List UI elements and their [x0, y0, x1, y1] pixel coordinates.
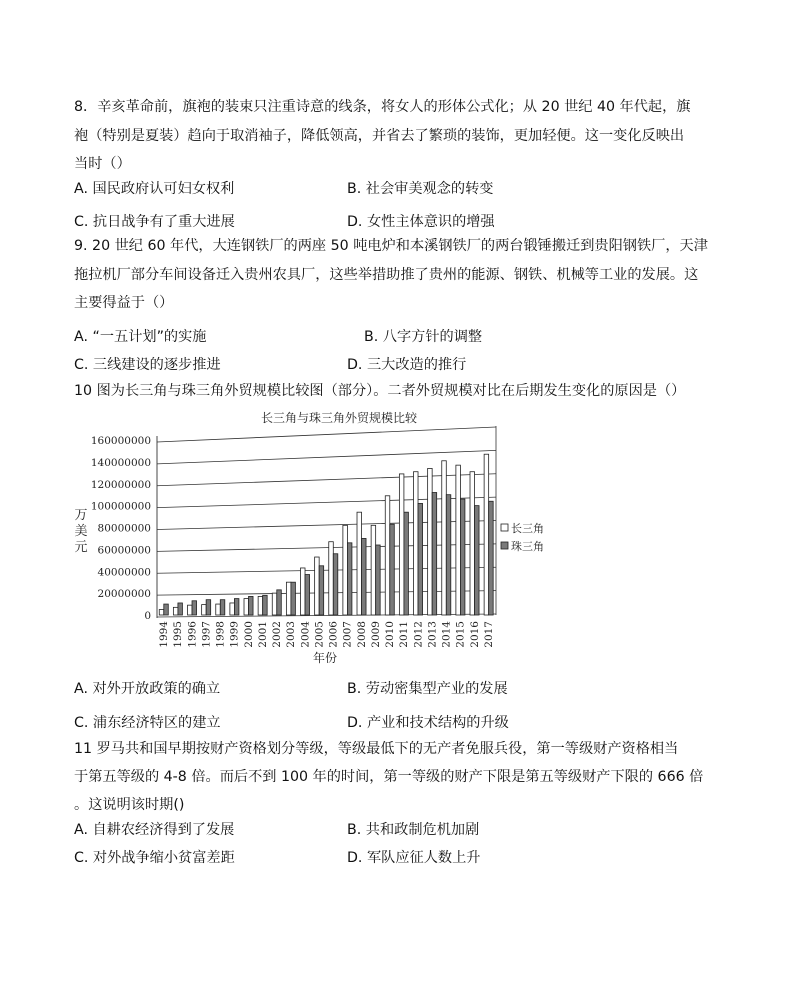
- q8-option-a[interactable]: A. 国民政府认可妇女权利: [74, 181, 235, 197]
- chart-bar-yangtze: [371, 525, 376, 615]
- q10-option-b[interactable]: B. 劳动密集型产业的发展: [347, 681, 508, 697]
- chart-bar-pearl: [404, 512, 409, 615]
- chart-xtick-label: 2015: [454, 621, 467, 648]
- trade-comparison-chart: [72, 404, 544, 674]
- chart-xtick-label: 2002: [271, 621, 284, 648]
- chart-bar-pearl: [291, 582, 296, 615]
- chart-bar-yangtze: [286, 582, 291, 615]
- chart-xtick-label: 2001: [256, 621, 269, 648]
- chart-ytick-label: 20000000: [97, 588, 151, 601]
- chart-bar-pearl: [164, 604, 169, 615]
- chart-bar-yangtze: [470, 472, 475, 615]
- q11-option-d[interactable]: D. 军队应征人数上升: [347, 850, 481, 866]
- chart-bar-yangtze: [258, 596, 263, 615]
- chart-gridline: [157, 427, 496, 442]
- chart-xtick-label: 2000: [242, 621, 255, 648]
- chart-bar-pearl: [178, 603, 183, 615]
- q9-option-c[interactable]: C. 三线建设的逐步推进: [74, 357, 221, 373]
- chart-ytick-label: 80000000: [97, 522, 151, 535]
- q11-stem-line3: 。这说明该时期(): [74, 797, 185, 813]
- chart-xtick-label: 1996: [186, 621, 199, 648]
- q8-stem-line2: 袍（特别是夏装）趋向于取消袖子，降低领高，并省去了繁琐的装饰，更加轻便。这一变化反映出: [74, 128, 685, 144]
- q9-option-d[interactable]: D. 三大改造的推行: [347, 357, 467, 373]
- chart-bar-yangtze: [315, 557, 320, 615]
- chart-xtick-label: 2009: [369, 621, 382, 648]
- chart-legend: [501, 521, 544, 553]
- chart-xtick-label: 2011: [398, 621, 411, 648]
- chart-xtick-label: 1994: [158, 621, 171, 648]
- legend-label: 珠三角: [511, 540, 544, 553]
- chart-bar-pearl: [263, 595, 268, 615]
- chart-xtick-label: 1995: [172, 621, 185, 648]
- chart-bar-pearl: [489, 501, 494, 615]
- legend-swatch: [501, 542, 508, 549]
- chart-ytick-label: 140000000: [90, 456, 151, 469]
- chart-xtick-label: 2013: [426, 621, 439, 648]
- chart-bar-pearl: [220, 600, 225, 615]
- chart-bar-yangtze: [385, 496, 390, 615]
- chart-xtick-label: 2017: [482, 621, 495, 648]
- chart-xtick-label: 1999: [228, 621, 241, 648]
- chart-xtick-label: 2012: [412, 621, 425, 648]
- q9-option-b[interactable]: B. 八字方针的调整: [364, 329, 483, 345]
- chart-bar-pearl: [206, 600, 211, 615]
- chart-bar-yangtze: [329, 542, 334, 615]
- q8-option-d[interactable]: D. 女性主体意识的增强: [347, 214, 495, 230]
- legend-label: 长三角: [511, 522, 544, 535]
- q9-stem-line3: 主要得益于（）: [74, 295, 174, 311]
- chart-bar-pearl: [192, 601, 197, 615]
- chart-xtick-label: 1997: [200, 621, 213, 648]
- chart-bar-yangtze: [442, 461, 447, 615]
- legend-swatch: [501, 524, 508, 531]
- chart-bar-pearl: [277, 590, 282, 615]
- chart-bar-pearl: [362, 538, 367, 615]
- q9-stem-line2: 拖拉机厂部分车间设备迁入贵州农具厂，这些举措助推了贵州的能源、钢铁、机械等工业的发展。这: [74, 267, 699, 283]
- chart-xtick-label: 2010: [384, 621, 397, 648]
- q8-stem-line1: 8．辛亥革命前，旗袍的装束只注重诗意的线条，将女人的形体公式化；从 20 世纪 40 年代起，旗: [74, 99, 691, 115]
- chart-bar-pearl: [432, 493, 437, 616]
- chart-bar-pearl: [347, 543, 352, 615]
- chart-bar-pearl: [390, 524, 395, 615]
- chart-xtick-label: 2006: [327, 621, 340, 648]
- chart-ytick-label: 160000000: [90, 435, 151, 447]
- chart-bar-pearl: [418, 503, 423, 615]
- chart-xtick-label: 2005: [313, 621, 326, 648]
- chart-bar-yangtze: [272, 593, 277, 615]
- chart-xtick-label: 1998: [214, 621, 227, 648]
- q8-option-b[interactable]: B. 社会审美观念的转变: [347, 181, 494, 197]
- chart-bar-pearl: [376, 545, 381, 615]
- q9-stem-line1: 9. 20 世纪 60 年代，大连钢铁厂的两座 50 吨电炉和本溪钢铁厂的两台锻锤搬迁到贵阳钢铁厂，天津: [74, 238, 708, 254]
- chart-bar-pearl: [305, 575, 310, 615]
- chart-bar-yangtze: [357, 512, 362, 615]
- chart-ytick-label: 40000000: [97, 566, 151, 579]
- chart-ylabel: [74, 508, 87, 555]
- chart-bar-yangtze: [202, 605, 207, 615]
- q9-option-a[interactable]: A. “一五计划”的实施: [74, 329, 207, 345]
- chart-bar-yangtze: [244, 599, 249, 615]
- chart-bar-yangtze: [301, 568, 306, 615]
- chart-xtick-label: 2007: [341, 621, 354, 648]
- chart-ytick-label: 0: [144, 610, 151, 622]
- chart-bar-yangtze: [399, 474, 404, 615]
- chart-bar-yangtze: [173, 607, 178, 615]
- chart-bar-yangtze: [484, 454, 489, 615]
- q8-stem-line3: 当时（）: [74, 156, 131, 172]
- q11-option-b[interactable]: B. 共和政制危机加剧: [347, 822, 480, 838]
- chart-bar-yangtze: [188, 605, 193, 615]
- chart-ylabel-char: 万: [74, 508, 88, 523]
- chart-ylabel-char: 元: [74, 540, 88, 555]
- chart-xtick-label: 2008: [355, 621, 368, 648]
- chart-xtick-label: 2016: [468, 621, 481, 648]
- q11-option-a[interactable]: A. 自耕农经济得到了发展: [74, 822, 235, 838]
- chart-xlabel: 年份: [312, 651, 338, 665]
- chart-ytick-label: 100000000: [90, 500, 151, 513]
- chart-bar-pearl: [460, 499, 465, 615]
- chart-bar-yangtze: [230, 603, 235, 615]
- chart-bar-pearl: [475, 506, 480, 615]
- chart-ytick-label: 60000000: [97, 544, 151, 557]
- chart-bar-pearl: [319, 566, 324, 615]
- chart-xtick-label: 2003: [285, 621, 298, 648]
- chart-bar-pearl: [446, 495, 451, 615]
- chart-bar-pearl: [234, 599, 239, 615]
- chart-title: 长三角与珠三角外贸规模比较: [260, 411, 418, 425]
- chart-bar-yangtze: [428, 468, 433, 615]
- chart-bar-yangtze: [159, 610, 164, 615]
- q11-option-c[interactable]: C. 对外战争缩小贫富差距: [74, 850, 235, 866]
- chart-ytick-label: 120000000: [90, 478, 151, 491]
- chart-bar-yangtze: [456, 465, 461, 615]
- q10-option-c[interactable]: C. 浦东经济特区的建立: [74, 715, 221, 731]
- chart-bar-yangtze: [414, 472, 419, 615]
- chart-bar-yangtze: [343, 525, 348, 615]
- chart-bar-yangtze: [216, 604, 221, 615]
- q10-option-a[interactable]: A. 对外开放政策的确立: [74, 681, 221, 697]
- chart-ylabel-char: 美: [74, 524, 88, 539]
- chart-xtick-label: 2014: [440, 621, 453, 648]
- q11-stem-line2: 于第五等级的 4-8 倍。而后不到 100 年的时间，第一等级的财产下限是第五等级财产下限的 666 倍: [74, 769, 704, 785]
- chart-bar-pearl: [333, 554, 338, 615]
- chart-bar-pearl: [249, 596, 254, 615]
- q10-stem-line1: 10 图为长三角与珠三角外贸规模比较图（部分）。二者外贸规模对比在后期发生变化的原因是（）: [74, 383, 686, 399]
- q11-stem-line1: 11 罗马共和国早期按财产资格划分等级，等级最低下的无产者免服兵役，第一等级财产资格相当: [74, 741, 679, 757]
- chart-xtick-label: 2004: [299, 621, 312, 648]
- q8-option-c[interactable]: C. 抗日战争有了重大进展: [74, 214, 235, 230]
- q10-option-d[interactable]: D. 产业和技术结构的升级: [347, 715, 509, 731]
